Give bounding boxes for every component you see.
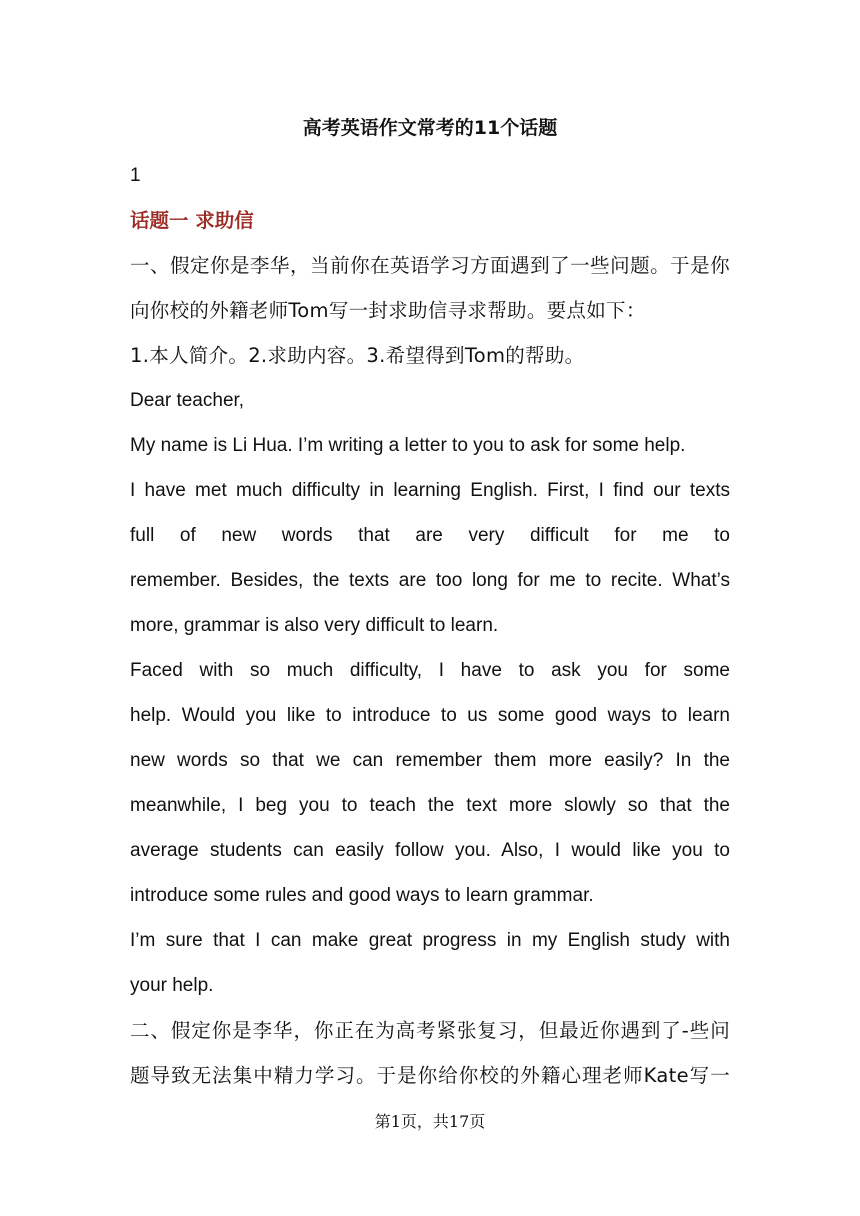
prompt-one-line: 向你校的外籍老师Tom写一封求助信寻求帮助。要点如下： (130, 299, 646, 322)
document-title: 高考英语作文常考的11个话题 (302, 117, 558, 139)
letter-line: average students can easily follow you. Also, I would like you to (130, 840, 730, 861)
letter-line: meanwhile, I beg you to teach the text more slowly so that the (130, 795, 730, 816)
letter-line: I’m sure that I can make great progress in my English study with (130, 930, 730, 951)
section-number: 1 (130, 165, 141, 186)
prompt-one-points: 1.本人简介。2.求助内容。3.希望得到Tom的帮助。 (130, 344, 585, 367)
prompt-two-line: 二、假定你是李华，你正在为高考紧张复习，但最近你遇到了-些问 (130, 1019, 730, 1042)
document-body (130, 108, 730, 1098)
letter-line: help. Would you like to introduce to us some good ways to learn (130, 705, 730, 726)
letter-line: Faced with so much difficulty, I have to ask you for some (130, 660, 730, 681)
letter-line: your help. (130, 975, 214, 996)
letter-line: new words so that we can remember them more easily? In the (130, 750, 730, 771)
letter-line: full of new words that are very difficult for me to (130, 525, 730, 546)
letter-salutation: Dear teacher, (130, 390, 245, 411)
letter-line: more, grammar is also very difficult to learn. (130, 615, 499, 636)
letter-line: I have met much difficulty in learning English. First, I find our texts (130, 480, 730, 501)
topic-heading: 话题一 求助信 (130, 209, 254, 232)
letter-line: My name is Li Hua. I’m writing a letter to you to ask for some help. (130, 435, 686, 456)
letter-line: introduce some rules and good ways to learn grammar. (130, 885, 594, 906)
prompt-one-line: 一、假定你是李华，当前你在英语学习方面遇到了一些问题。于是你 (130, 254, 730, 277)
letter-line: remember. Besides, the texts are too long for me to recite. What’s (130, 570, 730, 591)
page-number-footer: 第1页，共17页 (374, 1112, 486, 1131)
prompt-two-line: 题导致无法集中精力学习。于是你给你校的外籍心理老师Kate写一 (130, 1064, 730, 1087)
